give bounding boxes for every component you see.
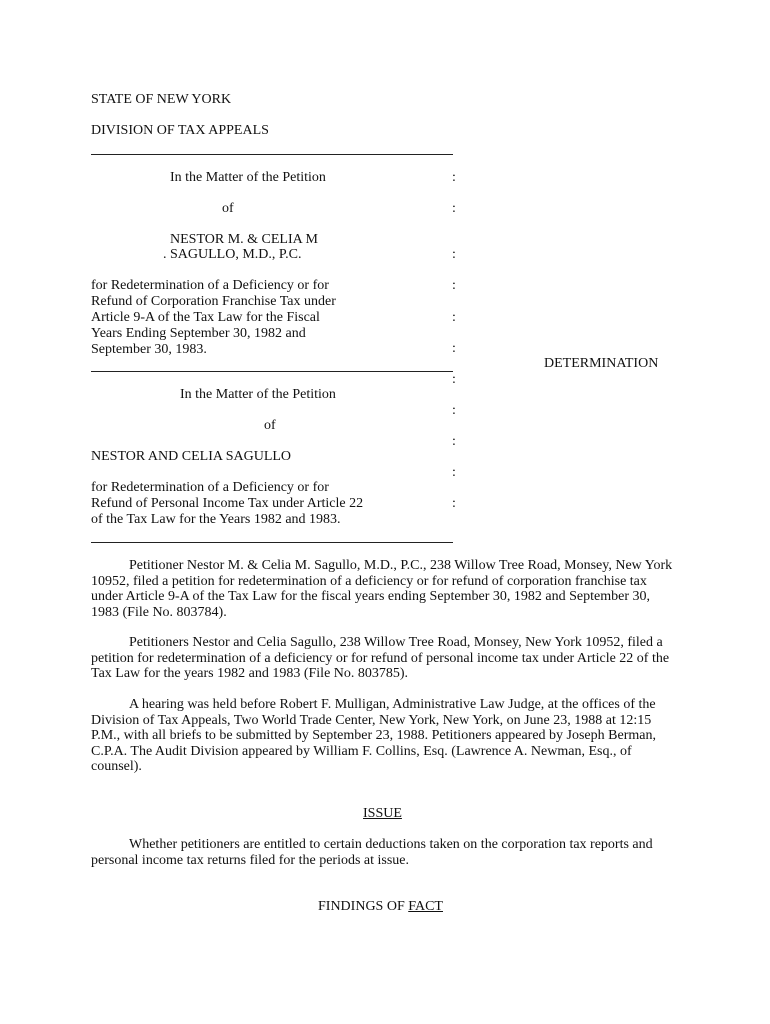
matter1-purpose-line: Refund of Corporation Franchise Tax under — [91, 294, 336, 309]
caption-colon: : — [452, 247, 456, 262]
paragraph-text: A hearing was held before Robert F. Mulligan, Administrative Law Judge, at the offices of the Division of Tax Appeals, Two World Trade Center, New York, New York, on June 23, 1988 at 12:15 P.M., with all briefs to be submitted by September 23, 1988. Petitioners appeared by Joseph Berman, C.P.A. The Audit Division appeared by William F. Collins, Esq. (Lawrence A. Newman, Esq., of counsel). — [91, 697, 656, 774]
caption-top-rule — [91, 154, 453, 155]
issue-paragraph — [91, 837, 681, 868]
paragraph-petition-personal — [91, 635, 681, 682]
matter1-name-line2: . SAGULLO, M.D., P.C. — [163, 247, 302, 262]
caption-colon: : — [452, 341, 456, 356]
matter2-purpose-line: Refund of Personal Income Tax under Article 22 — [91, 496, 364, 511]
matter1-purpose-line: September 30, 1983. — [91, 342, 207, 357]
caption-colon: : — [452, 201, 456, 216]
caption-middle-rule — [91, 371, 453, 372]
state-heading: STATE OF NEW YORK — [91, 92, 232, 107]
caption-colon: : — [452, 170, 456, 185]
matter1-heading: In the Matter of the Petition — [170, 170, 326, 185]
matter1-purpose-line: for Redetermination of a Deficiency or for — [91, 278, 329, 293]
matter2-purpose-line: for Redetermination of a Deficiency or for — [91, 480, 329, 495]
matter1-purpose-line: Article 9-A of the Tax Law for the Fiscal — [91, 310, 320, 325]
caption-colon: : — [452, 434, 456, 449]
matter2-of: of — [264, 418, 276, 433]
caption-colon: : — [452, 278, 456, 293]
paragraph-petition-corporation — [91, 558, 681, 620]
issue-heading: ISSUE — [363, 806, 402, 821]
issue-text: Whether petitioners are entitled to certain deductions taken on the corporation tax reports and personal income tax returns filed for the periods at issue. — [91, 837, 653, 868]
matter2-purpose-line: of the Tax Law for the Years 1982 and 1983. — [91, 512, 341, 527]
caption-bottom-rule — [91, 542, 453, 543]
division-heading: DIVISION OF TAX APPEALS — [91, 123, 269, 138]
findings-heading-part1: FINDINGS OF — [318, 899, 409, 914]
findings-heading — [318, 899, 443, 915]
caption-colon: : — [452, 496, 456, 511]
determination-title: DETERMINATION — [544, 356, 659, 371]
paragraph-text: Petitioners Nestor and Celia Sagullo, 238 Willow Tree Road, Monsey, New York 10952, filed a petition for redetermination of a deficiency or for refund of personal income tax under Article 22 of the Tax Law for the years 1982 and 1983 (File No. 803785). — [91, 635, 670, 681]
matter1-of: of — [222, 201, 234, 216]
caption-colon: : — [452, 403, 456, 418]
paragraph-hearing — [91, 697, 681, 775]
caption-colon: : — [452, 372, 456, 387]
matter1-name-line1: NESTOR M. & CELIA M — [170, 232, 318, 247]
matter1-purpose — [91, 278, 336, 358]
paragraph-text: Petitioner Nestor M. & Celia M. Sagullo, M.D., P.C., 238 Willow Tree Road, Monsey, New York 10952, filed a petition for redetermination of a deficiency or for refund of corporation franchise tax under Article 9-A of the Tax Law for the fiscal years ending September 30, 1982 and September 30, 1983 (File No. 803784). — [91, 558, 673, 620]
findings-heading-part2: FACT — [408, 899, 443, 914]
matter2-heading: In the Matter of the Petition — [180, 387, 336, 402]
matter2-name: NESTOR AND CELIA SAGULLO — [91, 449, 292, 464]
caption-colon: : — [452, 465, 456, 480]
matter1-purpose-line: Years Ending September 30, 1982 and — [91, 326, 306, 341]
matter2-purpose — [91, 480, 363, 528]
caption-colon: : — [452, 310, 456, 325]
